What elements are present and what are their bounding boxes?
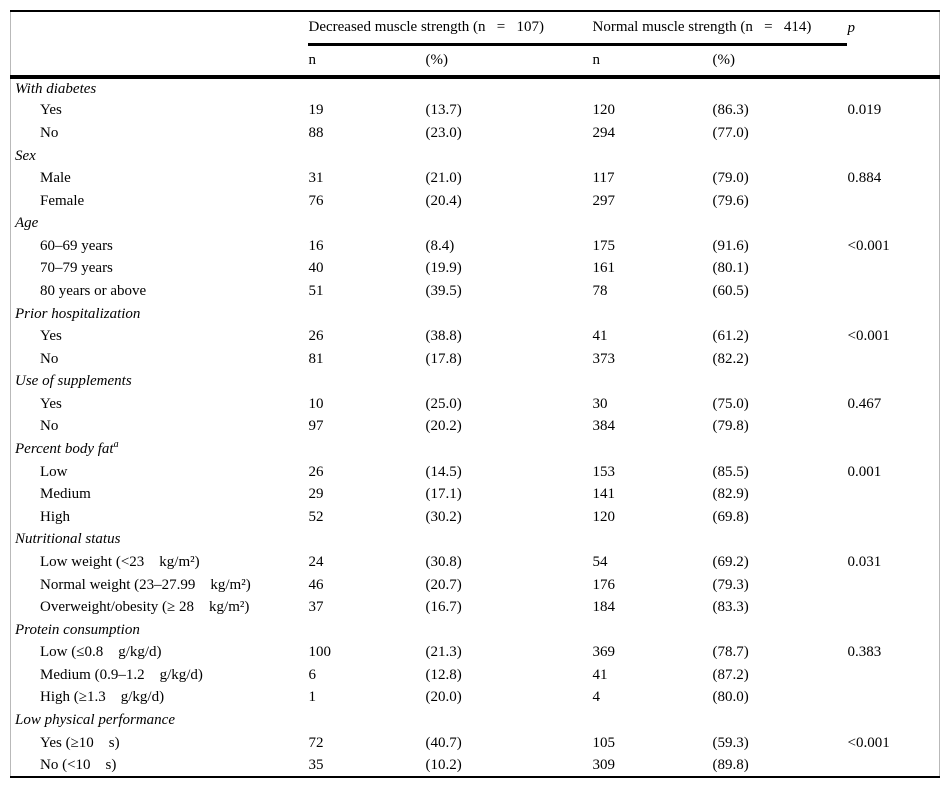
cell-p <box>847 280 940 303</box>
cell-p <box>847 122 940 145</box>
cell-pct1: (39.5) <box>425 282 462 299</box>
table-row <box>11 416 940 439</box>
cell-n1: 100 <box>308 644 331 661</box>
cell-pct2: (78.7) <box>712 644 749 661</box>
cell-n2: 384 <box>592 418 615 435</box>
section-label: Nutritional status <box>15 531 121 548</box>
cell-pct2: (80.0) <box>712 689 749 706</box>
table-row <box>11 551 940 574</box>
table-body <box>11 77 940 777</box>
cell-pct2 <box>712 145 847 168</box>
cell-n2 <box>592 529 712 552</box>
table-row <box>11 393 940 416</box>
cell-pct1 <box>425 77 592 100</box>
cell-pct1 <box>425 529 592 552</box>
table-row <box>11 348 940 371</box>
cell-n1: 35 <box>308 756 324 773</box>
cell-n2: 78 <box>592 282 608 299</box>
cell-n2: 105 <box>592 734 615 751</box>
cell-pct2: (69.2) <box>712 553 749 570</box>
cell-n2 <box>592 303 712 326</box>
cell-pct2 <box>712 212 847 235</box>
cell-n1 <box>308 145 425 168</box>
row-label: 60–69 years <box>40 237 113 254</box>
row-label: High <box>40 508 70 525</box>
cell-pct2: (87.2) <box>712 666 749 683</box>
cell-pct2: (85.5) <box>712 463 749 480</box>
table-row <box>11 483 940 506</box>
cell-p: 0.383 <box>847 644 882 661</box>
cell-p: 0.467 <box>847 395 882 412</box>
row-label: Yes <box>40 328 62 345</box>
cell-pct1: (8.4) <box>425 237 455 254</box>
cell-pct1 <box>425 709 592 732</box>
row-label: 70–79 years <box>40 260 113 277</box>
cell-pct2 <box>712 619 847 642</box>
cell-pct1: (13.7) <box>425 102 462 119</box>
cell-n2: 176 <box>592 576 615 593</box>
footnote-marker: a <box>113 439 119 451</box>
cell-pct1: (20.0) <box>425 689 462 706</box>
section-label: Use of supplements <box>15 373 132 390</box>
cell-pct2: (86.3) <box>712 102 749 119</box>
cell-p <box>847 619 940 642</box>
cell-p <box>847 574 940 597</box>
cell-n2: 297 <box>592 192 615 209</box>
cell-p <box>847 371 940 394</box>
table-row <box>11 732 940 755</box>
cell-p: 0.001 <box>847 463 882 480</box>
cell-n1: 6 <box>308 666 316 683</box>
cell-n1: 72 <box>308 734 324 751</box>
cell-p: <0.001 <box>847 734 890 751</box>
cell-p <box>847 483 940 506</box>
cell-n2: 369 <box>592 644 615 661</box>
cell-n2: 153 <box>592 463 615 480</box>
cell-pct1 <box>425 303 592 326</box>
row-label: 80 years or above <box>40 282 147 299</box>
table-row <box>11 687 940 710</box>
cell-pct1: (21.0) <box>425 170 462 187</box>
table-row <box>11 122 940 145</box>
table-row <box>11 641 940 664</box>
cell-pct2: (79.6) <box>712 192 749 209</box>
statistics-table <box>10 10 940 778</box>
cell-p <box>847 709 940 732</box>
sub-header-row <box>11 45 940 78</box>
cell-n2: 120 <box>592 102 615 119</box>
subheader-pct2: (%) <box>712 45 847 78</box>
group-header-decreased: Decreased muscle strength (n = 107) <box>308 11 592 45</box>
cell-pct1: (21.3) <box>425 644 462 661</box>
row-label: High (≥1.3 g/kg/d) <box>40 689 165 706</box>
cell-p <box>847 687 940 710</box>
cell-pct1: (30.8) <box>425 553 462 570</box>
table-row <box>11 574 940 597</box>
cell-n1: 51 <box>308 282 324 299</box>
section-label: Percent body fat$^a$ <box>15 439 119 458</box>
cell-n2: 373 <box>592 350 615 367</box>
cell-n2 <box>592 619 712 642</box>
cell-n1: 46 <box>308 576 324 593</box>
section-row <box>11 303 940 326</box>
section-row <box>11 145 940 168</box>
cell-pct1 <box>425 438 592 461</box>
cell-n2: 309 <box>592 756 615 773</box>
cell-p <box>847 754 940 777</box>
cell-p <box>847 212 940 235</box>
cell-pct2 <box>712 529 847 552</box>
section-row <box>11 709 940 732</box>
cell-p <box>847 348 940 371</box>
row-label: Low weight (<23 kg/m²) <box>40 553 200 570</box>
table-row <box>11 596 940 619</box>
cell-n1: 24 <box>308 553 324 570</box>
cell-n2: 30 <box>592 395 608 412</box>
cell-pct2: (61.2) <box>712 328 749 345</box>
cell-pct2 <box>712 77 847 100</box>
row-label: Female <box>40 192 85 209</box>
cell-n2: 294 <box>592 124 615 141</box>
row-label: Medium (0.9–1.2 g/kg/d) <box>40 666 203 683</box>
row-label: No <box>40 124 59 141</box>
cell-pct2: (79.0) <box>712 170 749 187</box>
cell-n1: 81 <box>308 350 324 367</box>
cell-pct1: (17.1) <box>425 486 462 503</box>
cell-pct2: (79.3) <box>712 576 749 593</box>
cell-pct1: (40.7) <box>425 734 462 751</box>
cell-n2: 175 <box>592 237 615 254</box>
cell-n1: 19 <box>308 102 324 119</box>
section-label: Sex <box>15 147 36 164</box>
cell-p <box>847 438 940 461</box>
row-label: Overweight/obesity (≥ 28 kg/m²) <box>40 599 250 616</box>
cell-p <box>847 506 940 529</box>
cell-pct1: (20.7) <box>425 576 462 593</box>
cell-n2: 120 <box>592 508 615 525</box>
cell-n1 <box>308 438 425 461</box>
cell-pct1: (17.8) <box>425 350 462 367</box>
group-header-normal: Normal muscle strength (n = 414) <box>592 11 847 45</box>
cell-pct1: (20.2) <box>425 418 462 435</box>
section-label: With diabetes <box>15 80 97 97</box>
cell-n1: 31 <box>308 170 324 187</box>
row-label: Yes <box>40 395 62 412</box>
cell-pct2: (82.9) <box>712 486 749 503</box>
cell-n1: 26 <box>308 328 324 345</box>
cell-pct1 <box>425 619 592 642</box>
cell-p <box>847 596 940 619</box>
section-row <box>11 371 940 394</box>
section-row <box>11 438 940 461</box>
cell-n1: 37 <box>308 599 324 616</box>
cell-pct1: (12.8) <box>425 666 462 683</box>
cell-n2: 4 <box>592 689 600 706</box>
cell-n2: 141 <box>592 486 615 503</box>
cell-p: <0.001 <box>847 237 890 254</box>
empty-corner-cell <box>11 11 308 45</box>
subheader-empty-p <box>847 45 940 78</box>
cell-p: 0.031 <box>847 553 882 570</box>
table-row <box>11 754 940 777</box>
section-row <box>11 77 940 100</box>
cell-pct2: (69.8) <box>712 508 749 525</box>
p-column-header: p <box>847 19 855 36</box>
cell-n1 <box>308 529 425 552</box>
table-row <box>11 664 940 687</box>
cell-pct1: (14.5) <box>425 463 462 480</box>
section-label: Low physical performance <box>15 711 175 728</box>
row-label: Low <box>40 463 68 480</box>
cell-p: 0.019 <box>847 102 882 119</box>
cell-n1: 26 <box>308 463 324 480</box>
row-label: Low (≤0.8 g/kg/d) <box>40 644 162 661</box>
row-label: Male <box>40 170 71 187</box>
cell-n1: 52 <box>308 508 324 525</box>
cell-n2: 117 <box>592 170 615 187</box>
table-row <box>11 100 940 123</box>
row-label: Yes (≥10 s) <box>40 734 120 751</box>
subheader-n2: n <box>592 45 712 78</box>
cell-n1 <box>308 371 425 394</box>
cell-p <box>847 190 940 213</box>
cell-p <box>847 258 940 281</box>
empty-corner-cell <box>11 45 308 78</box>
cell-n1: 97 <box>308 418 324 435</box>
cell-pct2 <box>712 438 847 461</box>
cell-n2 <box>592 77 712 100</box>
table-row <box>11 461 940 484</box>
cell-p <box>847 529 940 552</box>
table-row <box>11 280 940 303</box>
cell-n2: 161 <box>592 260 615 277</box>
section-row <box>11 619 940 642</box>
row-label: No <box>40 418 59 435</box>
cell-p <box>847 303 940 326</box>
cell-pct2: (83.3) <box>712 599 749 616</box>
cell-p <box>847 77 940 100</box>
row-label: No (<10 s) <box>40 756 117 773</box>
cell-pct1: (38.8) <box>425 328 462 345</box>
cell-n1: 29 <box>308 486 324 503</box>
cell-pct2: (60.5) <box>712 282 749 299</box>
cell-pct2: (80.1) <box>712 260 749 277</box>
cell-n1: 40 <box>308 260 324 277</box>
cell-p: 0.884 <box>847 170 882 187</box>
cell-pct2 <box>712 371 847 394</box>
table-row <box>11 258 940 281</box>
cell-n1: 76 <box>308 192 324 209</box>
cell-n1: 10 <box>308 395 324 412</box>
row-label: Yes <box>40 102 62 119</box>
table-row <box>11 167 940 190</box>
cell-pct2: (59.3) <box>712 734 749 751</box>
cell-n1: 1 <box>308 689 316 706</box>
cell-pct2: (82.2) <box>712 350 749 367</box>
cell-pct1 <box>425 371 592 394</box>
cell-n2 <box>592 371 712 394</box>
cell-pct1: (25.0) <box>425 395 462 412</box>
cell-pct2 <box>712 303 847 326</box>
section-label: Protein consumption <box>15 621 140 638</box>
cell-pct2: (91.6) <box>712 237 749 254</box>
table-row <box>11 235 940 258</box>
cell-n2: 54 <box>592 553 608 570</box>
cell-pct2: (75.0) <box>712 395 749 412</box>
row-label: Medium <box>40 486 91 503</box>
cell-n2 <box>592 145 712 168</box>
cell-pct2: (89.8) <box>712 756 749 773</box>
section-label: Age <box>15 215 39 232</box>
subheader-pct1: (%) <box>425 45 592 78</box>
cell-n1 <box>308 77 425 100</box>
cell-n2: 41 <box>592 328 608 345</box>
cell-pct2 <box>712 709 847 732</box>
row-label: No <box>40 350 59 367</box>
cell-pct1: (23.0) <box>425 124 462 141</box>
cell-p <box>847 416 940 439</box>
cell-pct2: (77.0) <box>712 124 749 141</box>
row-label: Normal weight (23–27.99 kg/m²) <box>40 576 251 593</box>
cell-pct1 <box>425 145 592 168</box>
cell-pct1: (19.9) <box>425 260 462 277</box>
cell-pct1: (10.2) <box>425 756 462 773</box>
cell-pct1: (20.4) <box>425 192 462 209</box>
cell-pct2: (79.8) <box>712 418 749 435</box>
table-row <box>11 325 940 348</box>
subheader-n1: n <box>308 45 425 78</box>
cell-pct1: (16.7) <box>425 599 462 616</box>
cell-n1 <box>308 212 425 235</box>
cell-n1: 16 <box>308 237 324 254</box>
table-row <box>11 190 940 213</box>
cell-n2: 41 <box>592 666 608 683</box>
cell-pct1 <box>425 212 592 235</box>
cell-pct1: (30.2) <box>425 508 462 525</box>
cell-p <box>847 145 940 168</box>
cell-n2 <box>592 212 712 235</box>
section-row <box>11 212 940 235</box>
group-header-row <box>11 11 940 45</box>
cell-n2: 184 <box>592 599 615 616</box>
cell-n2 <box>592 438 712 461</box>
section-label: Prior hospitalization <box>15 305 141 322</box>
cell-n2 <box>592 709 712 732</box>
table-row <box>11 506 940 529</box>
cell-n1: 88 <box>308 124 324 141</box>
cell-n1 <box>308 303 425 326</box>
cell-n1 <box>308 619 425 642</box>
cell-p: <0.001 <box>847 328 890 345</box>
section-row <box>11 529 940 552</box>
cell-p <box>847 664 940 687</box>
cell-n1 <box>308 709 425 732</box>
